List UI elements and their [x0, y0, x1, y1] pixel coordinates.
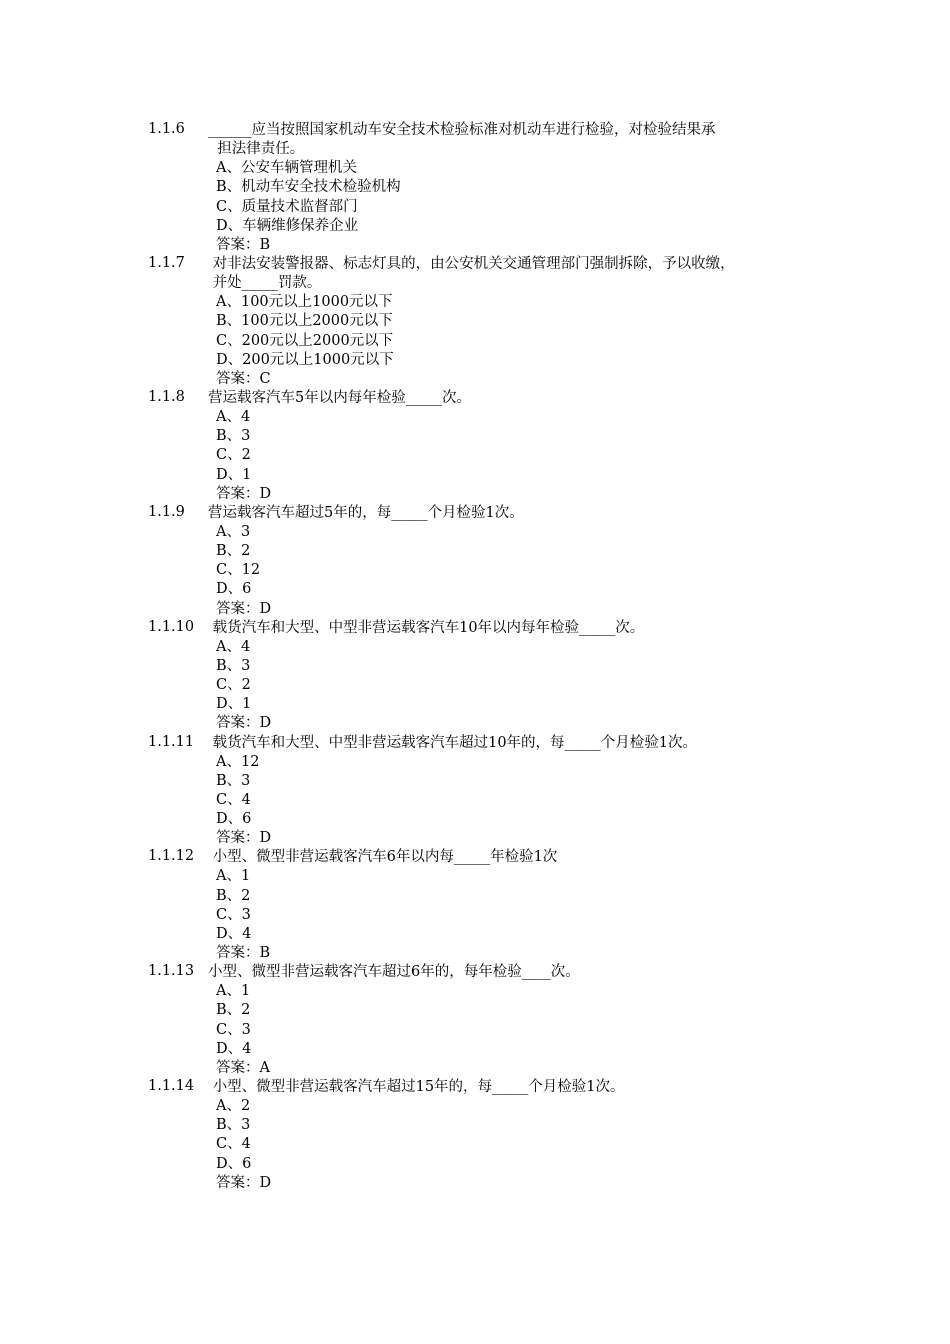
answer-option: A、12: [216, 753, 260, 770]
question-text: 载货汽车和大型、中型非营运载客汽车超过10年的，每_____个月检验1次。: [208, 734, 698, 751]
question-number: 1.1.6: [148, 121, 185, 137]
answer-option: A、1: [216, 868, 251, 885]
question-text: 对非法安装警报器、标志灯具的，由公安机关交通管理部门强制拆除，予以收缴，: [208, 255, 735, 272]
answer-option: D、200元以上1000元以下: [216, 351, 394, 368]
answer-option: D、1: [216, 466, 252, 483]
answer-key: 答案：C: [216, 370, 271, 387]
answer-option: C、4: [216, 1136, 251, 1153]
answer-option: B、100元以上2000元以下: [216, 313, 393, 330]
answer-option: D、6: [216, 581, 252, 598]
question-number: 1.1.13: [148, 963, 195, 980]
question-item: [148, 619, 828, 734]
answer-key: 答案：D: [216, 600, 272, 617]
question-item: [148, 848, 828, 963]
answer-option: D、1: [216, 696, 252, 713]
answer-option: A、4: [216, 638, 251, 655]
answer-option: C、200元以上2000元以下: [216, 332, 394, 349]
answer-option: C、12: [216, 562, 261, 579]
answer-option: B、3: [216, 772, 251, 789]
answer-key: 答案：D: [216, 1174, 272, 1191]
question-number: 1.1.12: [148, 848, 195, 865]
answer-option: C、质量技术监督部门: [216, 198, 358, 215]
question-text: 营运载客汽车5年以内每年检验_____次。: [208, 389, 471, 406]
question-item: [148, 389, 828, 504]
answer-key: 答案：D: [216, 485, 272, 502]
question-text: ______应当按照国家机动车安全技术检验标准对机动车进行检验，对检验结果承: [208, 122, 716, 138]
answer-option: A、1: [216, 983, 251, 1000]
question-list: [148, 121, 828, 1193]
answer-option: B、2: [216, 887, 251, 904]
question-item: [148, 963, 828, 1078]
question-item: [148, 121, 828, 255]
answer-option: C、2: [216, 677, 251, 694]
answer-option: D、4: [216, 1040, 252, 1057]
answer-option: D、车辆维修保养企业: [216, 217, 359, 234]
answer-option: C、2: [216, 447, 251, 464]
question-number: 1.1.11: [148, 733, 195, 750]
question-number: 1.1.7: [148, 254, 185, 271]
question-number: 1.1.10: [148, 618, 195, 635]
answer-option: A、2: [216, 1098, 251, 1115]
answer-option: D、6: [216, 1155, 252, 1172]
answer-option: C、3: [216, 906, 251, 923]
answer-option: C、4: [216, 791, 251, 808]
answer-option: A、3: [216, 523, 251, 540]
question-number: 1.1.9: [148, 503, 185, 520]
question-text: 担法律责任。: [208, 141, 305, 158]
question-number: 1.1.14: [148, 1078, 195, 1095]
question-item: [148, 1078, 828, 1193]
answer-key: 答案：B: [216, 236, 271, 253]
answer-option: C、3: [216, 1021, 251, 1038]
answer-option: A、4: [216, 409, 251, 426]
answer-option: B、2: [216, 1002, 251, 1019]
answer-option: A、100元以上1000元以下: [216, 294, 393, 311]
question-text: 小型、微型非营运载客汽车超过6年的，每年检验____次。: [208, 964, 580, 981]
answer-option: B、3: [216, 657, 251, 674]
question-text: 营运载客汽车超过5年的，每_____个月检验1次。: [208, 504, 524, 521]
answer-option: D、6: [216, 811, 252, 828]
question-item: [148, 504, 828, 619]
answer-option: B、3: [216, 1117, 251, 1134]
question-item: [148, 255, 828, 389]
answer-option: B、3: [216, 428, 251, 445]
answer-key: 答案：A: [216, 1059, 270, 1076]
question-text: 载货汽车和大型、中型非营运载客汽车10年以内每年检验_____次。: [208, 619, 645, 636]
question-number: 1.1.8: [148, 388, 185, 405]
question-text: 并处_____罚款。: [208, 275, 322, 292]
answer-key: 答案：D: [216, 715, 272, 732]
question-text: 小型、微型非营运载客汽车超过15年的，每_____个月检验1次。: [208, 1079, 625, 1096]
answer-key: 答案：B: [216, 945, 271, 962]
answer-option: D、4: [216, 925, 252, 942]
answer-option: A、公安车辆管理机关: [216, 160, 357, 177]
question-item: [148, 734, 828, 849]
answer-option: B、2: [216, 543, 251, 560]
answer-option: B、机动车安全技术检验机构: [216, 179, 401, 196]
answer-key: 答案：D: [216, 830, 272, 847]
question-text: 小型、微型非营运载客汽车6年以内每_____年检验1次: [208, 849, 558, 866]
